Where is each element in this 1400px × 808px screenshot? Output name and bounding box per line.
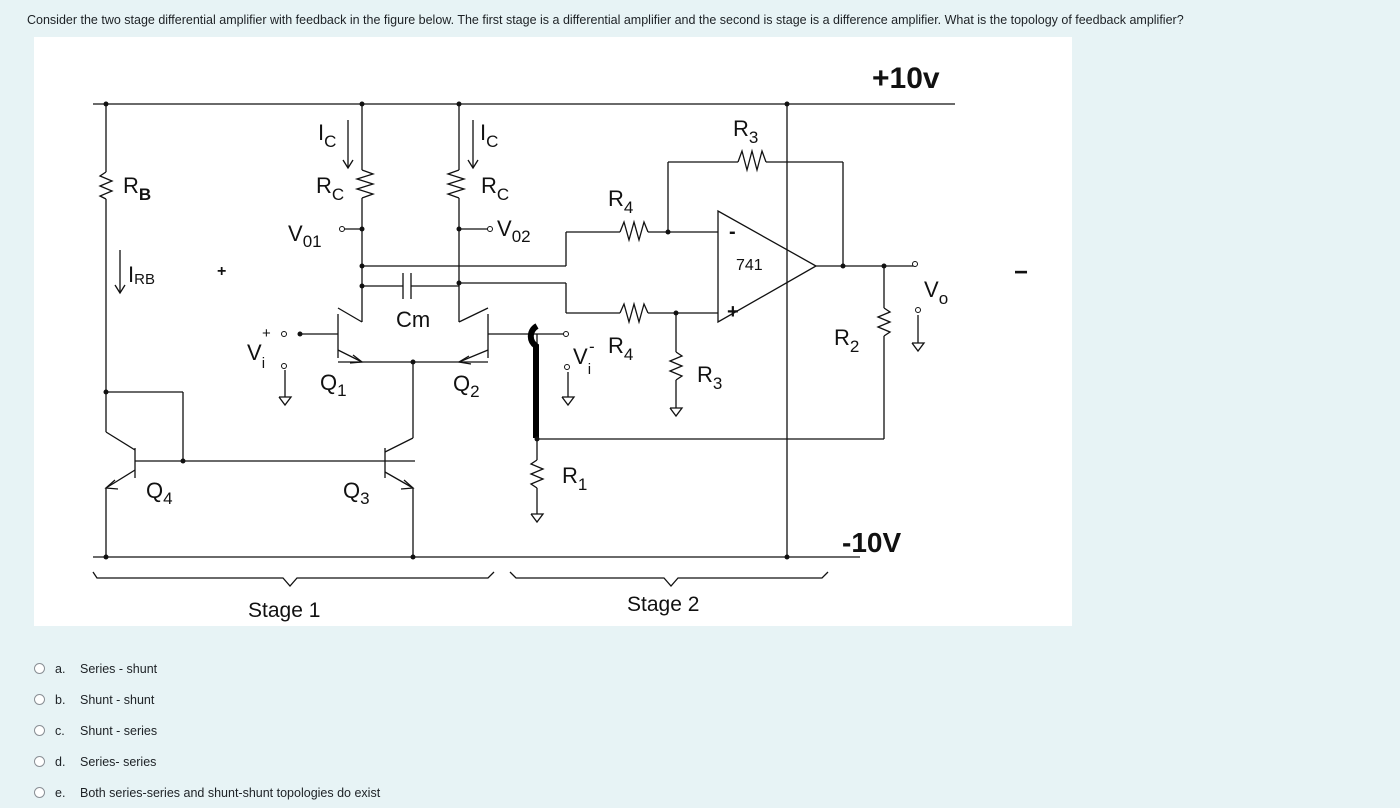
label-vi-plus-sup: +	[262, 325, 271, 342]
input-plus-sign: +	[217, 263, 227, 280]
label-r3-bottom: $R_3$	[697, 362, 723, 393]
label-cm: Cm	[396, 307, 431, 332]
answer-options	[34, 653, 380, 808]
label-rb: $R_B$	[123, 173, 152, 204]
circuit-figure	[34, 37, 1072, 626]
radio-button[interactable]	[34, 725, 45, 736]
option-a[interactable]	[34, 653, 380, 684]
label-vi-plus: $V_i$	[247, 340, 266, 372]
label-q1: $Q_1$	[320, 370, 347, 400]
label-irb: IRB	[128, 262, 155, 288]
option-letter: a.	[55, 661, 66, 676]
option-c[interactable]	[34, 715, 380, 746]
radio-button[interactable]	[34, 787, 45, 798]
negative-supply-label: -10V	[842, 527, 902, 558]
output-minus-sign: −	[1014, 259, 1029, 286]
option-letter: c.	[55, 723, 65, 738]
label-r1: $R_1$	[562, 463, 588, 494]
label-q3: $Q_3$	[343, 478, 370, 508]
radio-button[interactable]	[34, 663, 45, 674]
option-text: Shunt - shunt	[80, 692, 155, 707]
positive-supply-label: +10v	[872, 62, 940, 95]
option-text: Both series-series and shunt-shunt topologies do exist	[80, 785, 381, 800]
option-b[interactable]	[34, 684, 380, 715]
label-q4: $Q_4$	[146, 478, 173, 508]
label-vi-minus: $V_i$	[573, 344, 592, 378]
label-v02: $V_{02}$	[497, 216, 531, 246]
option-letter: e.	[55, 785, 66, 800]
option-letter: b.	[55, 692, 66, 707]
question-text: Consider the two stage differential amplifier with feedback in the figure below. The first stage is a differential amplifier and the second is stage is a difference amplifier. What is the topology of feedback amplifier?	[27, 13, 1184, 27]
radio-button[interactable]	[34, 694, 45, 705]
label-vi-minus-sup: -	[589, 337, 595, 356]
label-rc-right: $R_C$	[481, 173, 510, 204]
stage2-label: Stage 2	[627, 593, 700, 616]
option-d[interactable]	[34, 746, 380, 777]
label-r2: $R_2$	[834, 325, 860, 356]
option-letter: d.	[55, 754, 66, 769]
label-ic-right: $I_C$	[480, 120, 499, 151]
label-q2: $Q_2$	[453, 371, 480, 401]
label-ic-left: $I_C$	[318, 120, 337, 151]
opamp-inverting-sign: -	[729, 221, 736, 243]
circuit-diagram	[34, 37, 1072, 626]
option-text: Shunt - series	[80, 723, 158, 738]
label-r4-top: $R_4$	[608, 186, 634, 217]
label-vo: $V_o$	[924, 277, 949, 308]
label-r3-top: $R_3$	[733, 116, 759, 147]
option-e[interactable]	[34, 777, 380, 808]
label-rc-left: $R_C$	[316, 173, 345, 204]
option-text: Series - shunt	[80, 661, 158, 676]
label-v01: $V_{01}$	[288, 221, 322, 251]
stage1-label: Stage 1	[248, 599, 321, 622]
opamp-noninverting-sign: +	[727, 301, 739, 323]
label-r4-bottom: $R_4$	[608, 333, 634, 364]
radio-button[interactable]	[34, 756, 45, 767]
option-text: Series- series	[80, 754, 157, 769]
opamp-label: 741	[736, 257, 763, 274]
